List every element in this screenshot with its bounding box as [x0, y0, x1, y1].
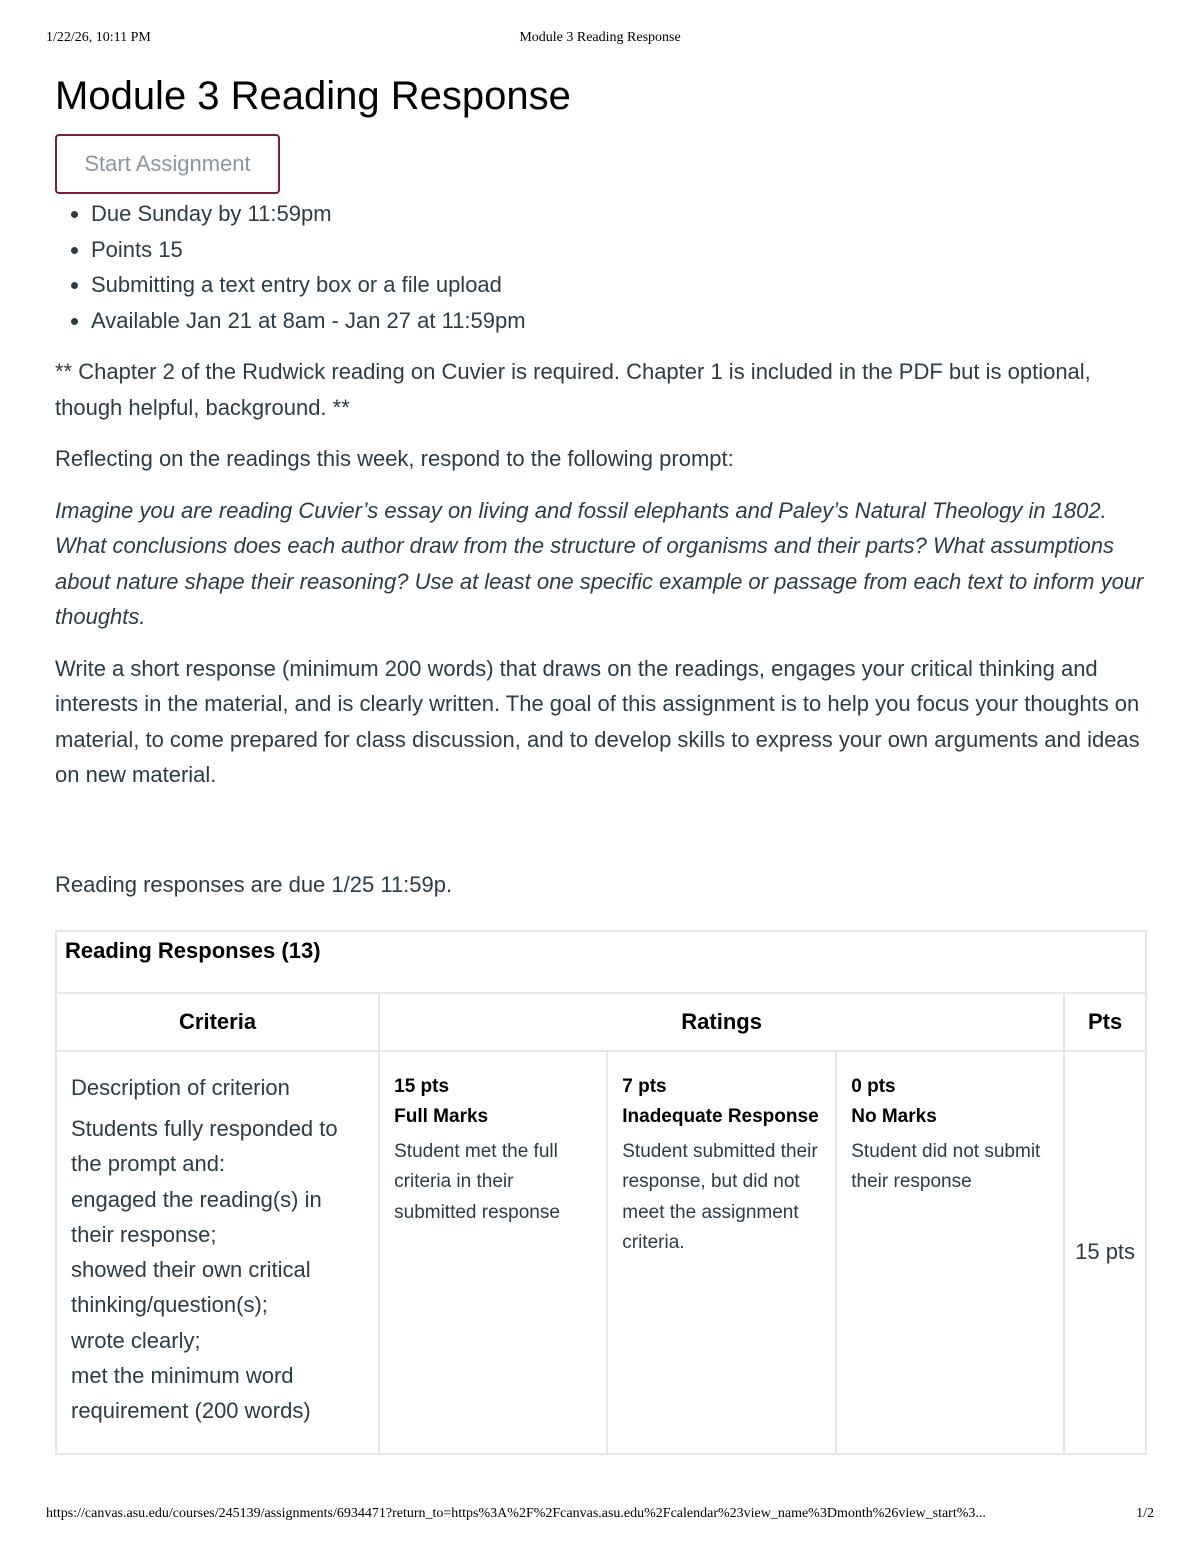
print-header: [46, 30, 1154, 50]
detail-points: • Points 15: [91, 232, 1147, 268]
assignment-details-list: [55, 196, 1147, 338]
rating-name: Inadequate Response: [622, 1106, 819, 1127]
criterion-line: the prompt and:: [71, 1151, 226, 1177]
criteria-header: Criteria: [56, 993, 379, 1051]
criterion-line: showed their own critical: [71, 1257, 311, 1283]
criterion-line: thinking/question(s);: [71, 1292, 268, 1318]
criterion-line: their response;: [71, 1221, 217, 1247]
detail-submission-type: • Submitting a text entry box or a file upload: [91, 267, 1147, 303]
criterion-cell: [56, 1051, 379, 1454]
instructions-text: Write a short response (minimum 200 words) that draws on the readings, engages your critical thinking and interests in the material, and is clearly written. The goal of this assignment is to help you focus your thoughts on material, to come prepared for class discussion, and to develop skills to express your own arguments and ideas on new material.: [55, 655, 1140, 787]
rating-points: 0 pts: [851, 1076, 896, 1097]
rubric-table: [55, 930, 1147, 1455]
criterion-line: met the minimum word: [71, 1363, 294, 1389]
criterion-line: engaged the reading(s) in: [71, 1186, 322, 1212]
start-assignment-button[interactable]: Start Assignment: [55, 134, 280, 194]
rating-no-marks: [836, 1051, 1064, 1454]
assignment-content: [55, 70, 1147, 1455]
due-note: Reading responses are due 1/25 11:59p.: [55, 871, 453, 897]
rubric-title: Reading Responses (13): [56, 931, 1146, 993]
detail-due: • Due Sunday by 11:59pm: [91, 196, 1147, 232]
detail-availability: • Available Jan 21 at 8am - Jan 27 at 11:59pm: [91, 303, 1147, 339]
rubric-criterion-row: [56, 1051, 1146, 1454]
pts-header: Pts: [1064, 993, 1146, 1051]
page-title: Module 3 Reading Response: [55, 74, 571, 118]
print-datetime: 1/22/26, 10:11 PM: [46, 30, 151, 45]
criterion-line: wrote clearly;: [71, 1327, 201, 1353]
reading-note: ** Chapter 2 of the Rudwick reading on Cuvier is required. Chapter 1 is included in the PDF but is optional, though helpful, background. **: [55, 359, 1091, 420]
rating-description: Student submitted their response, but did not meet the assignment criteria.: [622, 1141, 818, 1254]
criterion-points: 15 pts: [1064, 1051, 1146, 1454]
rating-full-marks: [379, 1051, 607, 1454]
print-page-title: Module 3 Reading Response: [519, 30, 681, 45]
rating-name: Full Marks: [394, 1106, 489, 1127]
rating-points: 7 pts: [622, 1076, 667, 1097]
criterion-label: Description of criterion: [71, 1075, 290, 1100]
print-url: https://canvas.asu.edu/courses/245139/assignments/6934471?return_to=https%3A%2F%2Fcanvas.asu.edu%2Fcalendar%23view_name%3Dmonth%26view_start%3...: [46, 1506, 986, 1521]
rating-points: 15 pts: [394, 1076, 450, 1097]
rating-inadequate-response: [607, 1051, 836, 1454]
ratings-header: Ratings: [379, 993, 1064, 1051]
rating-description: Student did not submit their response: [851, 1141, 1041, 1193]
criterion-line: requirement (200 words): [71, 1398, 311, 1424]
rating-description: Student met the full criteria in their submitted response: [394, 1141, 560, 1223]
prompt-intro: Reflecting on the readings this week, respond to the following prompt:: [55, 446, 734, 471]
prompt-text: Imagine you are reading Cuvier’s essay on living and fossil elephants and Paley’s Natural Theology in 1802. What conclusions does each author draw from the structure of organisms and their parts? What assumptions about nature shape their reasoning? Use at least one specific example or passage from each text to inform your thoughts.: [55, 497, 1144, 629]
print-page-number: 1/2: [1136, 1506, 1154, 1521]
criterion-line: Students fully responded to: [71, 1116, 338, 1141]
rating-name: No Marks: [851, 1106, 937, 1127]
print-footer: [46, 1506, 1154, 1526]
